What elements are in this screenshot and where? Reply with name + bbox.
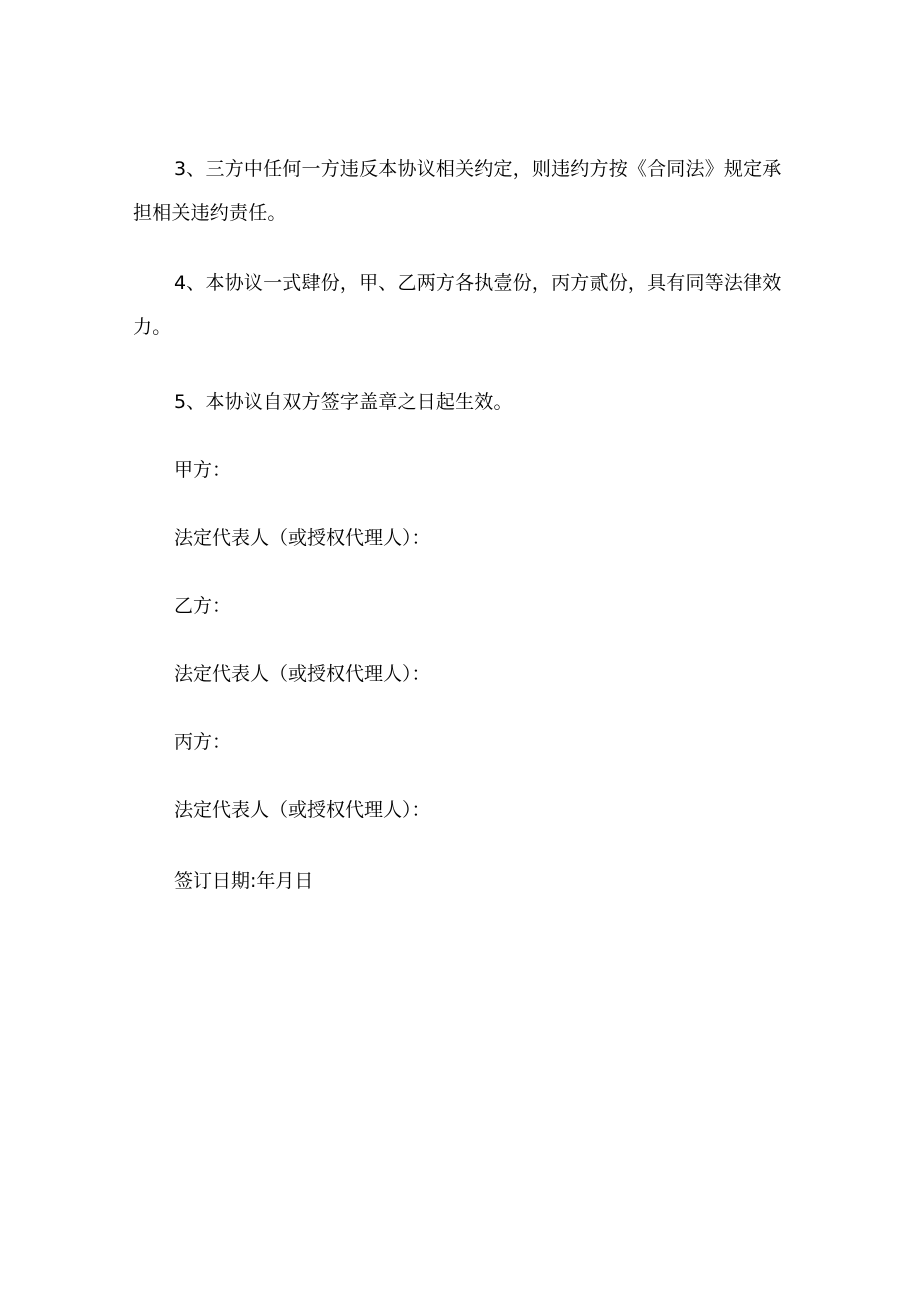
clause-5: 5、本协议自双方签字盖章之日起生效。 <box>174 391 513 413</box>
party-a-representative-label: 法定代表人（或授权代理人）： <box>174 527 431 549</box>
clause-4: 4、本协议一式肆份，甲、乙两方各执壹份，丙方贰份，具有同等法律效力。 <box>133 272 782 338</box>
party-c-label: 丙方： <box>174 731 232 753</box>
clause-3: 3、三方中任何一方违反本协议相关约定，则违约方按《合同法》规定承担相关违约责任。 <box>133 158 782 224</box>
party-c-representative-label: 法定代表人（或授权代理人）： <box>174 799 431 821</box>
party-a-label: 甲方： <box>174 459 232 481</box>
party-b-representative-label: 法定代表人（或授权代理人）： <box>174 663 431 685</box>
signing-date-label: 签订日期:年月日 <box>174 870 314 892</box>
party-b-label: 乙方： <box>174 595 232 617</box>
